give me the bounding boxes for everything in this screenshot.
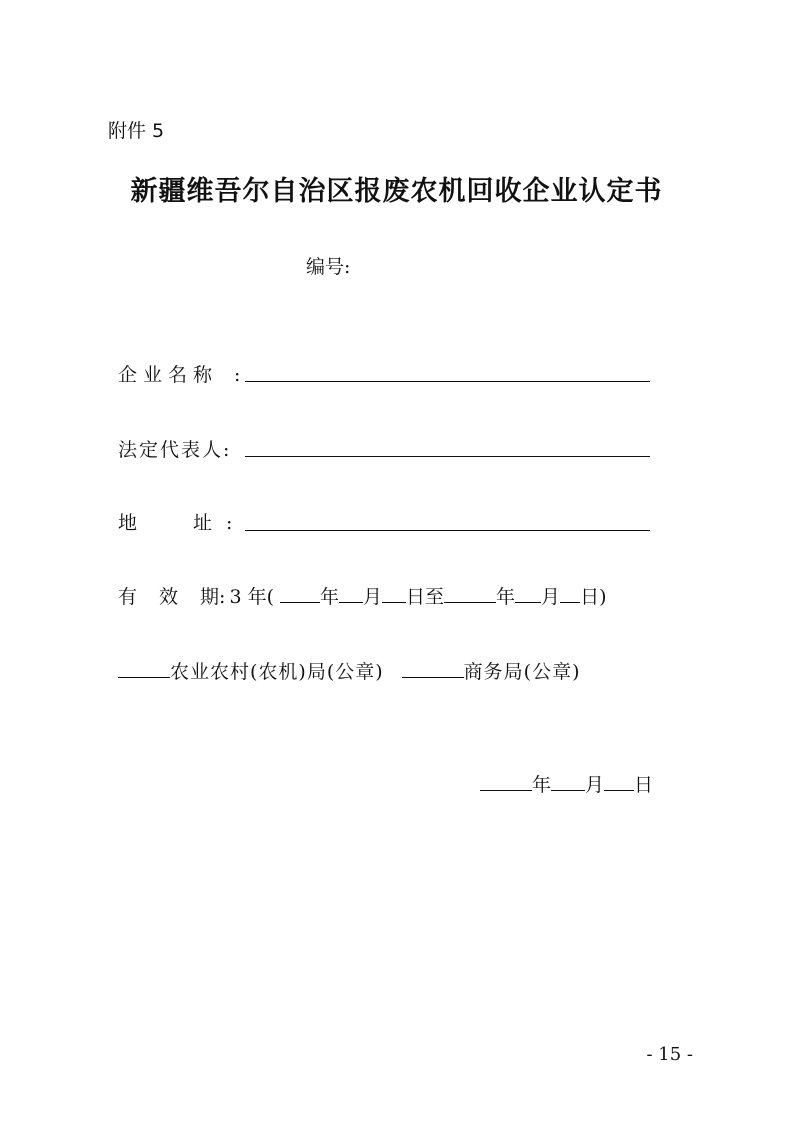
company-name-field[interactable]: [245, 381, 650, 382]
address-colon: :: [226, 512, 233, 534]
validity-label-c: 期:: [200, 586, 226, 608]
document-number-label: 编号:: [306, 256, 351, 278]
agri-bureau-blank[interactable]: [118, 659, 170, 678]
seal-row: [118, 659, 580, 685]
validity-row: [118, 584, 606, 610]
start-month-label: 月: [363, 586, 383, 608]
end-day-blank[interactable]: [560, 584, 580, 603]
start-month-blank[interactable]: [339, 584, 363, 603]
company-name-colon: :: [234, 364, 241, 386]
document-title: 新疆维吾尔自治区报废农机回收企业认定书: [130, 176, 663, 207]
start-year-blank[interactable]: [280, 584, 320, 603]
address-row: [118, 510, 232, 536]
company-name-label: 企业名称: [118, 364, 219, 386]
legal-rep-row: [118, 437, 231, 463]
page-number: - 15 -: [646, 1044, 693, 1065]
address-label-a: 地: [118, 512, 138, 534]
validity-label-a: 有: [118, 586, 138, 608]
agri-bureau-seal-label: 农业农村(农机)局(公章): [170, 661, 384, 683]
legal-rep-field[interactable]: [245, 456, 650, 457]
end-year-blank[interactable]: [444, 584, 496, 603]
legal-rep-label: 法定代表人:: [118, 439, 232, 461]
company-name-row: [118, 362, 240, 388]
address-field[interactable]: [245, 530, 650, 531]
validity-label-b: 效: [159, 586, 179, 608]
end-day-label: 日): [580, 586, 607, 608]
end-month-label: 月: [541, 586, 561, 608]
end-month-blank[interactable]: [515, 584, 541, 603]
start-year-label: 年: [319, 586, 339, 608]
date-day-label: 日: [634, 774, 654, 796]
date-day-blank[interactable]: [604, 772, 634, 791]
date-month-blank[interactable]: [551, 772, 585, 791]
end-year-label: 年: [496, 586, 516, 608]
commerce-bureau-blank[interactable]: [402, 659, 464, 678]
date-row: [480, 772, 653, 798]
validity-years: 3 年(: [229, 586, 274, 608]
start-day-to-label: 日至: [406, 586, 445, 608]
address-label-b: 址: [193, 512, 213, 534]
date-year-blank[interactable]: [480, 772, 532, 791]
start-day-blank[interactable]: [382, 584, 406, 603]
date-year-label: 年: [532, 774, 552, 796]
attachment-label: 附件 5: [108, 120, 165, 142]
commerce-bureau-seal-label: 商务局(公章): [463, 661, 581, 683]
date-month-label: 月: [585, 774, 605, 796]
